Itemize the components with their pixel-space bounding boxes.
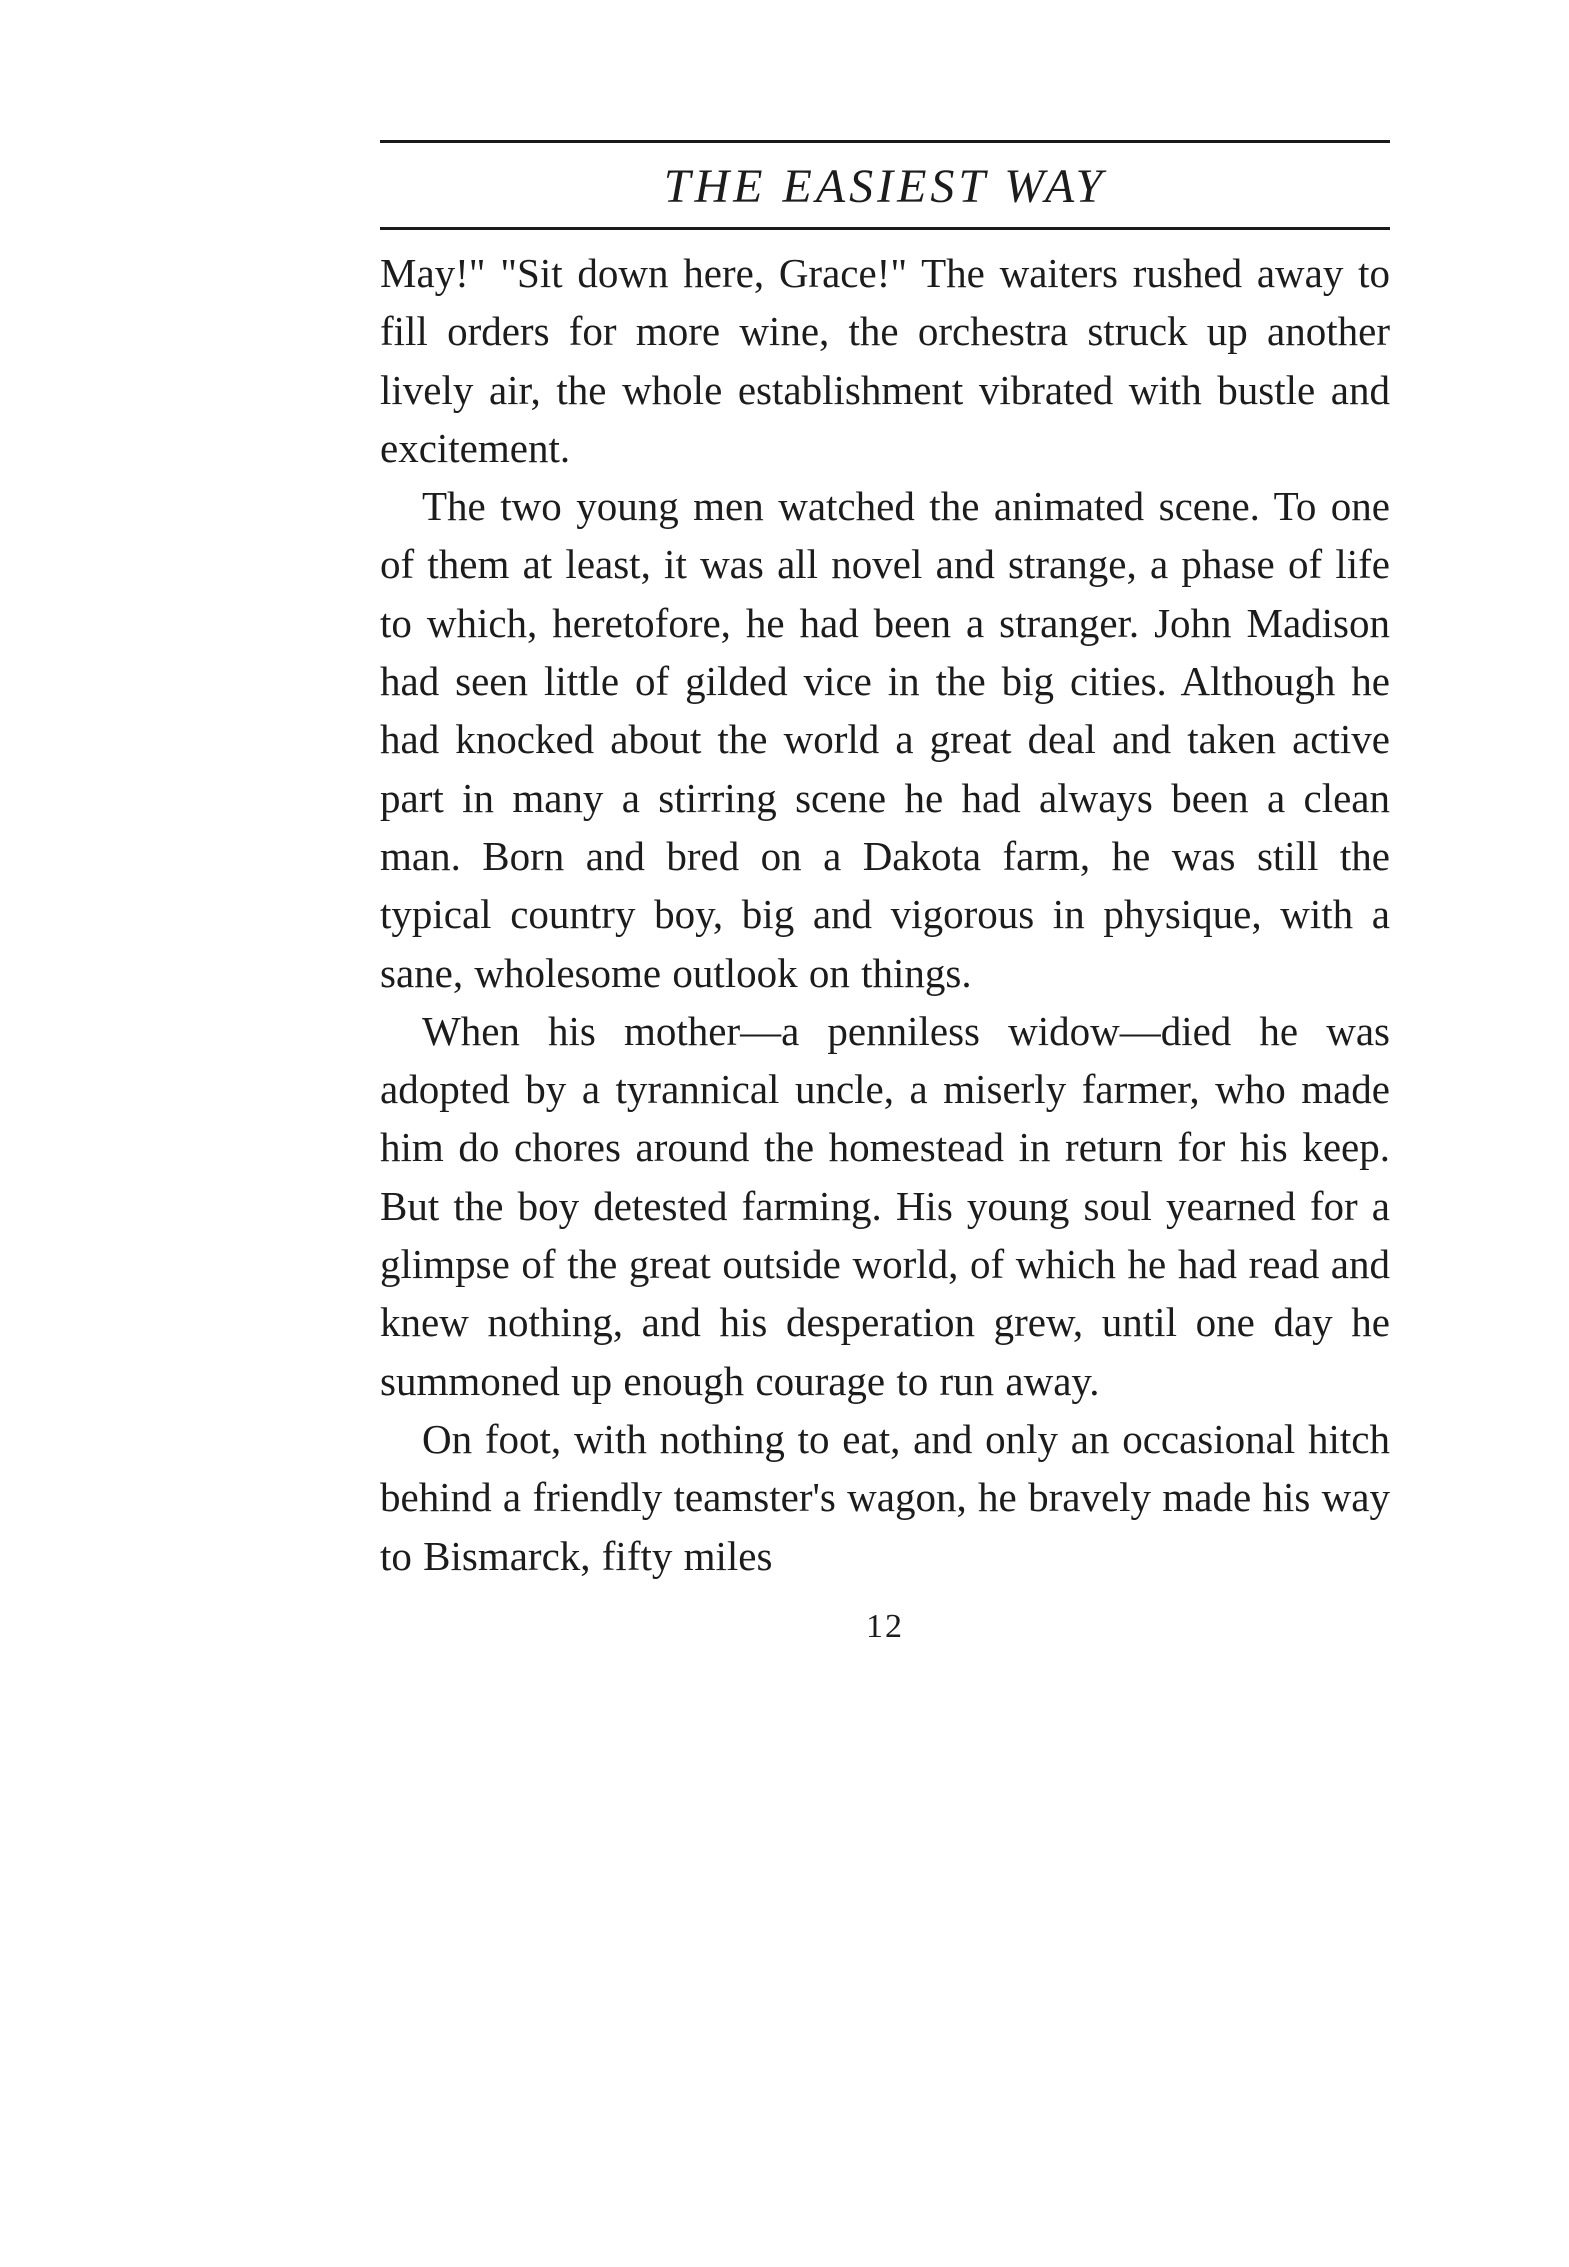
page-number: 12 (866, 1607, 904, 1645)
book-page (380, 140, 1390, 1647)
paragraph: The two young men watched the animated scene. To one of them at least, it was all novel and strange, a phase of life to which, heretofore, he had been a stranger. John Madison had seen little of gilded vice in the big cities. Although he had knocked about the world a great deal and taken active part in many a stirring scene he had always been a clean man. Born and bred on a Dakota farm, he was still the typical country boy, big and vigorous in physique, with a sane, wholesome outlook on things. (380, 483, 1390, 996)
paragraph: On foot, with nothing to eat, and only an occasional hitch behind a friendly teamster's wagon, he bravely made his way to Bismarck, fifty miles (380, 1415, 1390, 1579)
header-bottom-rule (380, 227, 1390, 230)
body-text (380, 244, 1390, 1585)
paragraph: When his mother—a penniless widow—died he was adopted by a tyrannical uncle, a miserly farmer, who made him do chores around the homestead in return for his keep. But the boy detested farming. His young soul yearned for a glimpse of the great outside world, of which he had read and knew nothing, and his desperation grew, until one day he summoned up enough courage to run away. (380, 1007, 1390, 1404)
paragraph-continued: May!" "Sit down here, Grace!" The waiters rushed away to fill orders for more wine, the orchestra struck up another lively air, the whole establishment vibrated with bustle and excitement. (380, 250, 1390, 471)
running-title: THE EASIEST WAY (663, 160, 1107, 213)
